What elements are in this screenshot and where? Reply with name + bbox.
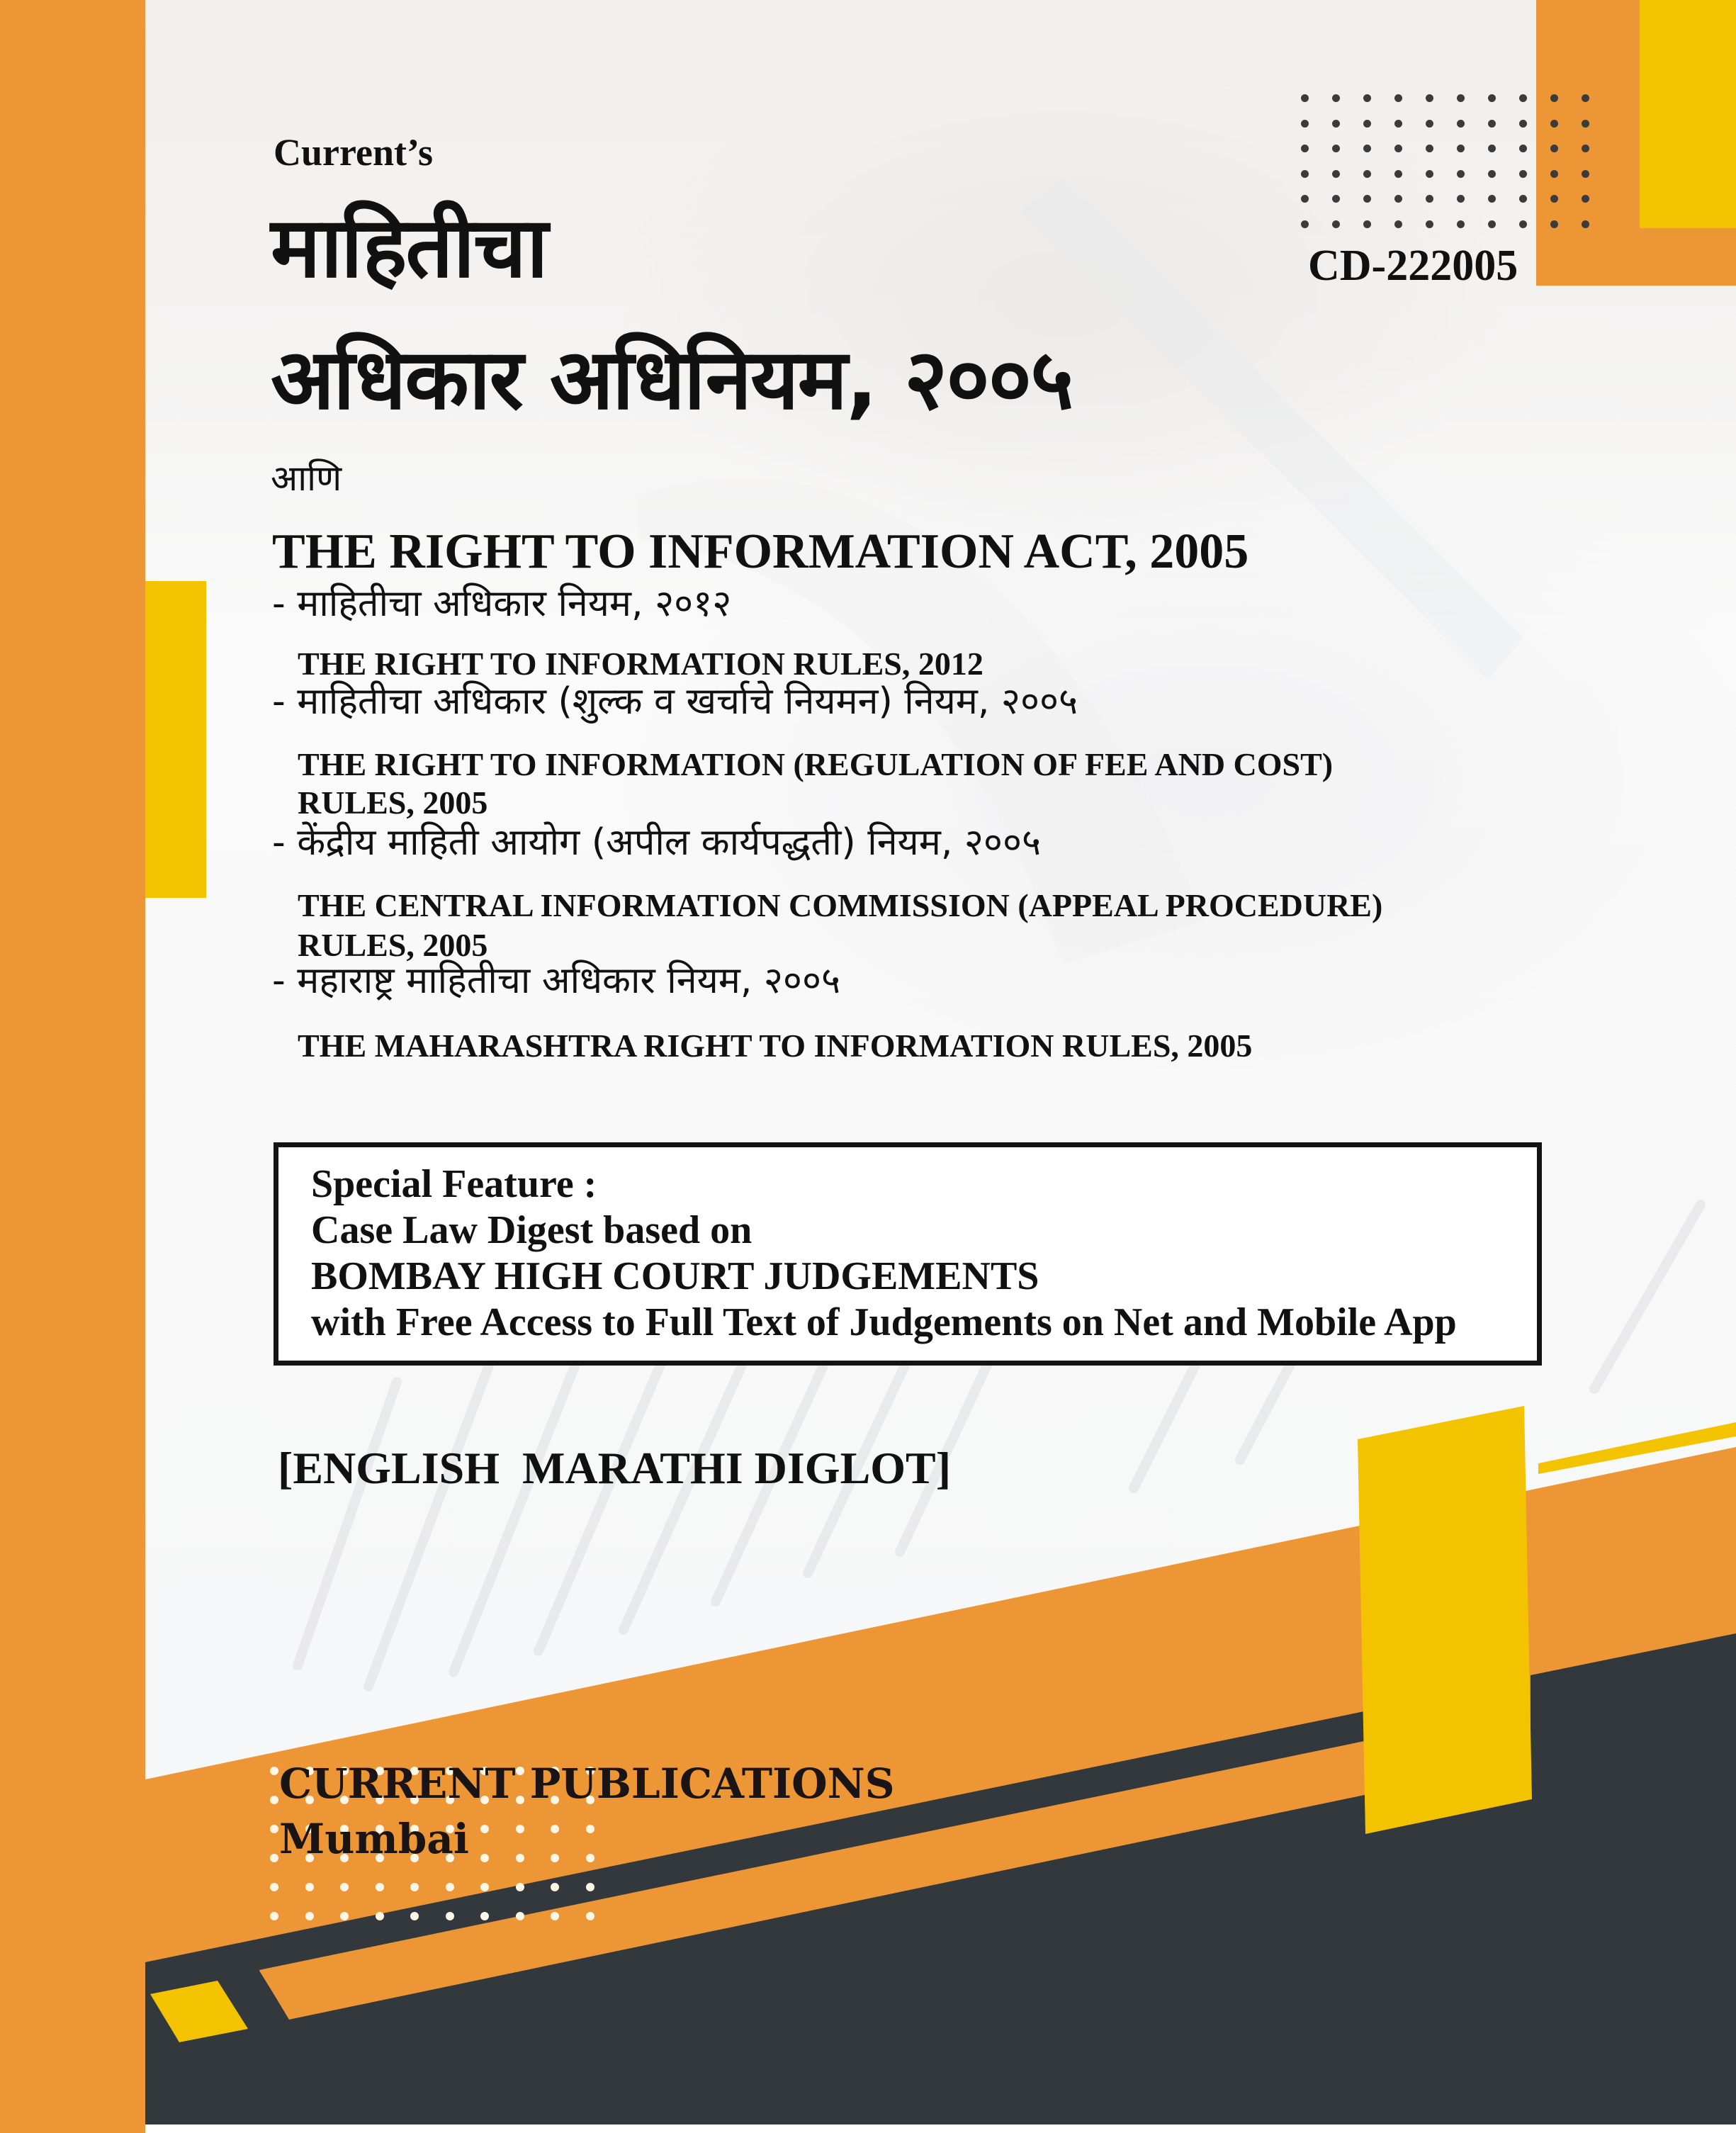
special-feature-line-2: BOMBAY HIGH COURT JUDGEMENTS [311, 1254, 1039, 1298]
yellow-vertical-bar [1358, 1406, 1532, 1834]
language-label [278, 1443, 952, 1493]
language-label-text: [ENGLISH MARATHI DIGLOT] [278, 1443, 952, 1493]
catalog-code: CD-222005 [1308, 242, 1518, 290]
brand-label: Current’s [274, 131, 433, 174]
contents-item-3-english-line-1: THE CENTRAL INFORMATION COMMISSION (APPEAL PROCEDURE) [298, 887, 1383, 923]
special-feature-line-1: Case Law Digest based on [311, 1208, 753, 1252]
conjunction-and: आणि [271, 458, 342, 499]
title-marathi-line-1: माहितीचा [271, 198, 547, 296]
dark-panel-right [1531, 1633, 1736, 2133]
publisher-name: CURRENT PUBLICATIONS [279, 1760, 895, 1808]
contents-item-1-marathi: - माहितीचा अधिकार नियम, २०१२ [272, 583, 732, 625]
publisher-city: Mumbai [279, 1815, 469, 1863]
special-feature-line-3: with Free Access to Full Text of Judgements on Net and Mobile App [311, 1300, 1457, 1344]
bottom-margin [145, 2124, 1736, 2133]
contents-item-3-marathi: - केंद्रीय माहिती आयोग (अपील कार्यपद्धती) नियम, २००५ [272, 821, 1042, 864]
contents-item-2-english-line-2: RULES, 2005 [298, 784, 488, 821]
top-right-yellow-block [1640, 0, 1736, 228]
left-orange-bar [0, 0, 145, 2133]
contents-item-4-marathi: - महाराष्ट्र माहितीचा अधिकार नियम, २००५ [272, 959, 841, 1002]
contents-item-1-english: THE RIGHT TO INFORMATION RULES, 2012 [298, 646, 983, 682]
act-title-english: THE RIGHT TO INFORMATION ACT, 2005 [272, 524, 1249, 579]
special-feature-box [274, 1142, 1542, 1366]
contents-item-2-english-line-1: THE RIGHT TO INFORMATION (REGULATION OF FEE AND COST) [298, 746, 1334, 782]
special-feature-heading: Special Feature : [311, 1162, 597, 1206]
contents-item-3-english-line-2: RULES, 2005 [298, 927, 488, 963]
top-dot-grid [1301, 94, 1613, 245]
left-yellow-block [145, 581, 206, 898]
contents-item-4-english: THE MAHARASHTRA RIGHT TO INFORMATION RULES, 2005 [298, 1028, 1253, 1064]
title-marathi-line-2: अधिकार अधिनियम, २००५ [271, 330, 1073, 428]
contents-item-2-marathi: - माहितीचा अधिकार (शुल्क व खर्चाचे नियमन) नियम, २००५ [272, 680, 1078, 723]
